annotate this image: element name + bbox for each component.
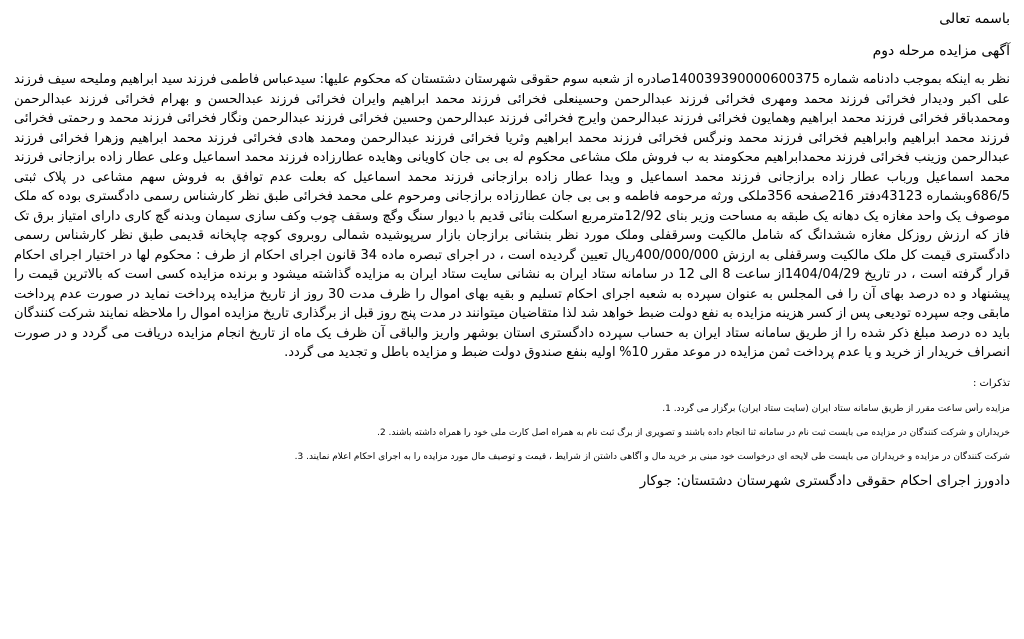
- notes-title: تذکرات :: [972, 377, 1010, 389]
- note-item: مزایده رأس ساعت مقرر از طریق سامانه ستاد ایران (سایت ستاد ایران) برگزار می گردد. 1.: [662, 403, 1010, 414]
- note-item: خریداران و شرکت کنندگان در مزایده می بایست ثبت نام در سامانه ثنا انجام داده باشند و تصویری از برگ ثبت نام به همراه اصل کارت ملی خود را همراه داشته باشند. 2.: [377, 427, 1010, 438]
- header-invocation: باسمه تعالی: [939, 11, 1010, 27]
- notice-body: نظر به اینکه بموجب دادنامه شماره 140039390000600375صادره از شعبه سوم حقوقی شهرستان دشتستان که محکوم علیها: سیدعباس فاطمی فرزند سید ابراهیم ومليحه سيف فرزند علی اکبر وديدار فخرائی فرزند محمد ومهری فخرائی فرزند عبدالرحمن وحسينعلی فخرائی فرزند محمد ابراهیم وايران فخرائی فرزند عبدالحسن و بهرام فخرائی فرزند عبدالرحمن ومحمدباقر فخرائی فرزند محمد ابراهیم وهمايون فخرائی فرزند عبدالرحمن وايرج فخرائی فرزند عبدالرحمن وحسين فخرائی فرزند عبدالرحمن ونگار فخرائی فرزند محمد و رحمتی فخرائی فرزند محمد ابراهیم وابراهيم فخرائی فرزند محمد ونرگس فخرائی فرزند محمد ابراهیم وثريا فخرائی فرزند عبدالرحمن ومحمد هادی فخرائی فرزند محمد ابراهیم وزهرا فخرائی فرزند عبدالرحمن وزينب فخرائی فرزند محمدابراهیم محکومند به ب فروش ملک مشاعی محکوم له بی بی جان کاويانی وهايده عطارزاده فرزند محمد اسماعيل وعلی عطار زاده برازجانی فرزند محمد اسماعيل ورباب عطار زاده برازجانی فرزند محمد اسماعيل و ويدا عطار زاده برازجانی فرزند محمد اسماعيل که بعلت عدم توافق به فروش سهم مشاعی در پلاک ثبتی 686/5وبشماره 43123دفتر 216صفحه 356ملکی ورثه مرحومه فاطمه و بی بی جان عطارزاده برازجانی ومرحوم علی محمد فخرائی طبق نظر کارشناس رسمی دادگستری بوده که ملک موصوف يک واحد مغازه يک دهانه يک طبقه به مساحت وزير بنای 12/92مترمربع اسکلت بنائی قديم با ديوار سنگ وگچ وسقف چوب وکف سازی سيمان وبدنه گچ کاری دارای امتياز برق تک فاز که ارزش روزکل مغازه ششدانگ که شامل مالکيت وسرقفلی وملک مورد نظر بنشانی برازجان بازار سرپوشيده شمالی روبروی کوچه چاپخانه قديمی طبق نظر کارشناس رسمی دادگستری قيمت کل ملک مالکيت وسرقفلی به ارزش 400/000/000ريال تعيين گرديده است ، در اجرای تبصره ماده 34 قانون اجرای احکام از طرف : محکوم لها در اختيار اجرای احکام قرار گرفته است ، در تاريخ 1404/04/29از ساعت 8 الی 12 در سامانه ستاد ايران به نشانی سايت ستاد ايران به مزايده گذاشته ميشود و برنده مزايده کسی است که بالاترين قيمت را پيشنهاد و ده درصد بهای آن را فی المجلس به عنوان سپرده به شعبه اجرای احکام تسليم و بقيه بهای اموال را ظرف مدت 30 روز از تاريخ مزايده پرداخت نمايد در صورت عدم پرداخت مابقی وجه سپرده توديعی پس از کسر هزينه مزايده به نفع دولت ضبط خواهد شد لذا متقاضيان ميتوانند در مدت پنج روز قبل از برگذاری تاريخ مزايده اموال را ملاحظه نمايند شرکت کنندگان بايد ده درصد مبلغ ذکر شده را از طريق سامانه ستاد ايران به حساب سپرده دادگستری استان بوشهر واريز والباقی آن ظرف يک ماه از تاريخ انجام مزايده دريافت می گردد و در صورت انصراف خريدار از خريد و يا عدم پرداخت ثمن مزايده در موعد مقرر 10% اوليه بنفع صندوق دولت ضبط و مزايده باطل و تجديد می گردد.: [14, 72, 1011, 360]
- signature-line: دادورز اجرای احکام حقوقی دادگستری شهرستان دشتستان: جوکار: [639, 472, 1010, 489]
- notice-title: آگهی مزایده مرحله دوم: [872, 43, 1010, 59]
- note-item: شرکت کنندگان در مزایده و خریداران می بایست طی لایحه ای درخواست خود مبنی بر خرید مال و آگاهی داشتن از شرایط ، قیمت و توصیف مال مورد مزایده را به اجرای احکام اعلام نمایند. 3.: [294, 451, 1010, 462]
